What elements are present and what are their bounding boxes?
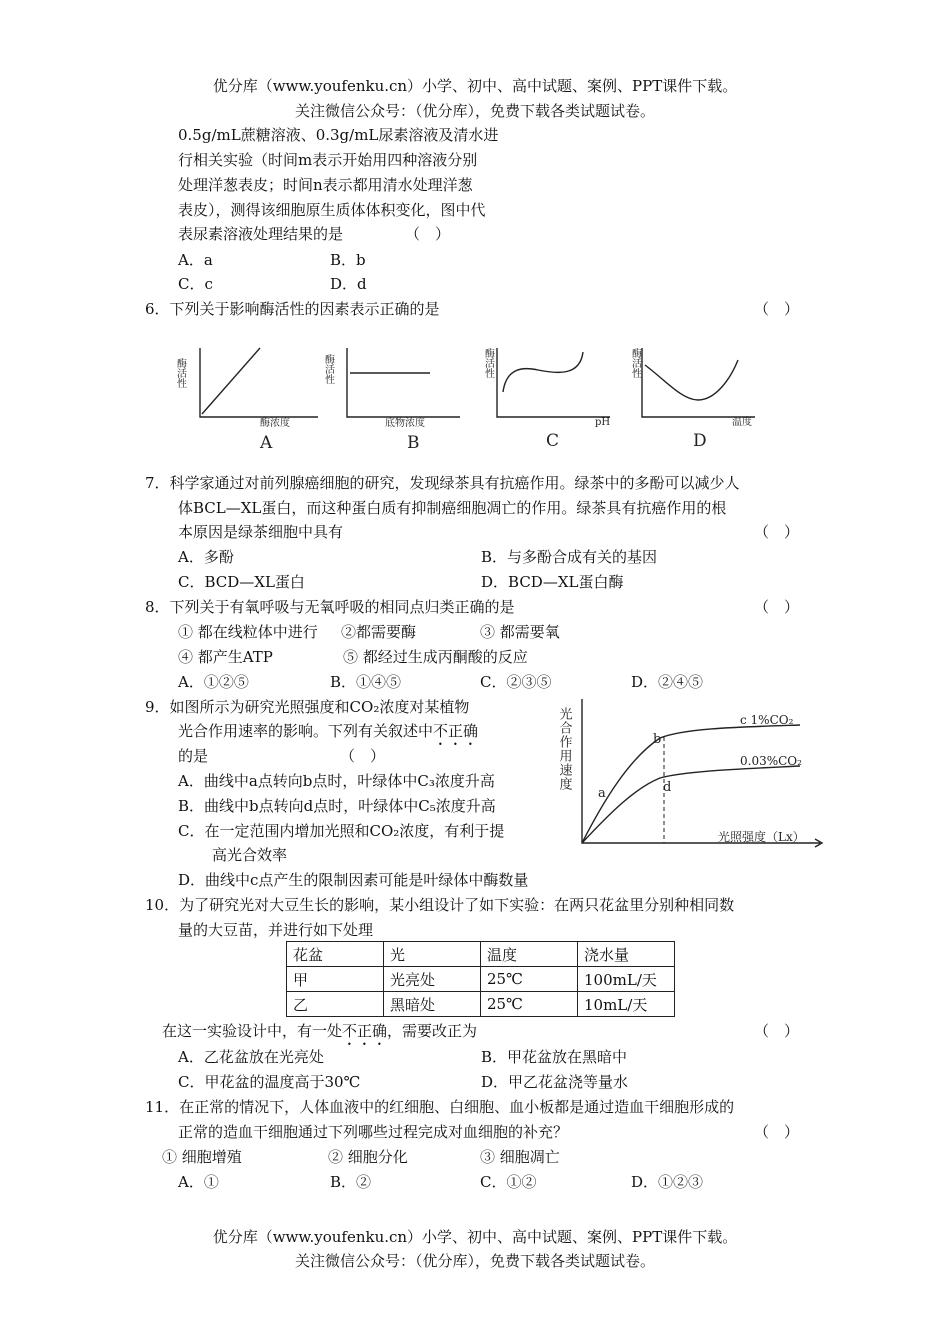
q10-option-d: D．甲乙花盆浇等量水 (481, 1073, 629, 1091)
graph-c-ylabel: 酶活性 (482, 348, 494, 378)
table-cell: 乙 (287, 992, 384, 1017)
graph-d-letter: D (693, 431, 707, 451)
q9-curve-high (582, 725, 800, 843)
q9-line-2: 光合作用速率的影响。下列有关叙述中不正确 (178, 722, 479, 740)
q9-graph-xlabel: 光照强度（Lx） (718, 830, 805, 844)
q9-point-d: d (663, 780, 672, 795)
q9-answer-paren: （ ） (340, 747, 386, 765)
table-cell: 10mL/天 (578, 992, 675, 1017)
q9-line-1: 9．如图所示为研究光照强度和CO₂浓度对某植物 (145, 698, 470, 716)
q8-option-b: B．①④⑤ (330, 673, 402, 691)
q8-item-5: ⑤ 都经过生成丙酮酸的反应 (343, 648, 528, 666)
q6-answer-paren: （ ） (754, 300, 800, 318)
q7-option-c: C．BCD—XL蛋白 (178, 573, 305, 591)
header-line-1: 优分库（www.youfenku.cn）小学、初中、高中试题、案例、PPT课件下载。 (212, 77, 738, 95)
q11-line-1: 11．在正常的情况下，人体血液中的红细胞、白细胞、血小板都是通过造血干细胞形成的 (145, 1098, 735, 1116)
footer-line-2: 关注微信公众号：（优分库），免费下载各类试题试卷。 (294, 1252, 655, 1270)
q9-option-c-cont: 高光合效率 (212, 846, 288, 864)
q5-answer-paren: （ ） (405, 225, 451, 243)
q8-item-1: ① 都在线粒体中进行 (178, 623, 318, 641)
q6-stem: 6．下列关于影响酶活性的因素表示正确的是 (145, 300, 440, 318)
table-header-row (287, 942, 675, 967)
q11-option-d: D．①②③ (631, 1173, 704, 1191)
graph-a-axes (200, 348, 318, 417)
graph-b-axes (347, 348, 460, 417)
q7-line-2: 体BCL—XL蛋白，而这种蛋白质有抑制癌细胞凋亡的作用。绿茶具有抗癌作用的根 (178, 499, 727, 517)
q11-option-b: B．② (330, 1173, 372, 1191)
graph-b-ylabel: 酶活性 (322, 354, 334, 384)
table-header-cell: 浇水量 (578, 942, 675, 967)
q9-negation: 不正确 (433, 722, 479, 740)
q8-item-3: ③ 都需要氧 (480, 623, 560, 641)
graph-d-curve (645, 360, 738, 400)
table-cell: 25℃ (481, 992, 578, 1017)
graph-c-letter: C (546, 431, 560, 451)
q5-line-4: 表皮），测得该细胞原生质体体积变化，图中代 (178, 201, 486, 219)
q5-option-a: A．a (178, 251, 213, 269)
q10-option-b: B．甲花盆放在黑暗中 (481, 1048, 628, 1066)
q5-line-3: 处理洋葱表皮；时间n表示都用清水处理洋葱 (178, 176, 473, 194)
graph-d-xlabel: 温度 (732, 417, 752, 428)
q9-line-3: 的是 (178, 747, 209, 765)
q5-option-c: C．c (178, 275, 213, 293)
table-cell: 100mL/天 (578, 967, 675, 992)
header-line-2: 关注微信公众号：（优分库），免费下载各类试题试卷。 (294, 102, 655, 120)
table-cell: 甲 (287, 967, 384, 992)
q9-point-b: b (653, 732, 662, 747)
table-header-cell: 光 (384, 942, 481, 967)
q5-option-d: D．d (330, 275, 367, 293)
q11-option-a: A．① (178, 1173, 219, 1191)
q11-answer-paren: （ ） (754, 1123, 800, 1141)
q5-line-2: 行相关实验（时间m表示开始用四种溶液分别 (178, 151, 478, 169)
q9-option-c: C．在一定范围内增加光照和CO₂浓度，有利于提 (178, 822, 505, 840)
q10-negation: 不正确 (342, 1022, 388, 1040)
q10-table (286, 941, 675, 1017)
q6-graphs (170, 330, 790, 455)
graph-a-curve (202, 348, 260, 414)
q9-series-2: 0.03%CO₂ (740, 754, 802, 768)
q5-line-1: 0.5g/mL蔗糖溶液、0.3g/mL尿素溶液及清水进 (178, 126, 499, 144)
table-header-cell: 温度 (481, 942, 578, 967)
q8-option-a: A．①②⑤ (178, 673, 249, 691)
q10-after-table: 在这一实验设计中，有一处不正确，需要改正为 (162, 1022, 478, 1040)
graph-d-axes (642, 348, 755, 417)
q7-answer-paren: （ ） (754, 523, 800, 541)
q11-item-2: ② 细胞分化 (328, 1148, 408, 1166)
table-row (287, 967, 675, 992)
q7-option-d: D．BCD—XL蛋白酶 (481, 573, 624, 591)
table-cell: 黑暗处 (384, 992, 481, 1017)
q7-option-a: A．多酚 (178, 548, 234, 566)
q9-option-b: B．曲线中b点转向d点时，叶绿体中C₅浓度升高 (178, 797, 496, 815)
q5-option-b: B．b (330, 251, 366, 269)
q5-line-5: 表尿素溶液处理结果的是 (178, 225, 344, 243)
graph-a-ylabel: 酶活性 (174, 358, 186, 388)
graph-c-xlabel: pH (595, 417, 611, 428)
q8-item-2: ②都需要酶 (341, 623, 417, 641)
q9-series-1: c 1%CO₂ (740, 713, 794, 727)
q9-option-d: D．曲线中c点产生的限制因素可能是叶绿体中酶数量 (178, 871, 529, 889)
q10-answer-paren: （ ） (754, 1022, 800, 1040)
q11-item-1: ① 细胞增殖 (162, 1148, 242, 1166)
q8-answer-paren: （ ） (754, 598, 800, 616)
graph-a-letter: A (260, 433, 273, 453)
q8-item-4: ④ 都产生ATP (178, 648, 273, 666)
q9-graph-ylabel: 光合作用速度 (556, 707, 572, 791)
q11-option-c: C．①② (480, 1173, 537, 1191)
graph-a-xlabel: 酶浓度 (260, 418, 290, 429)
q8-option-d: D．②④⑤ (631, 673, 704, 691)
q10-option-c: C．甲花盆的温度高于30℃ (178, 1073, 361, 1091)
table-header-cell: 花盆 (287, 942, 384, 967)
graph-b-letter: B (407, 433, 420, 453)
q11-line-2: 正常的造血干细胞通过下列哪些过程完成对血细胞的补充？ (178, 1123, 569, 1141)
graph-c-axes (497, 348, 610, 417)
q10-line-1: 10．为了研究光对大豆生长的影响，某小组设计了如下实验：在两只花盆里分别种相同数 (145, 896, 735, 914)
graph-d-ylabel: 酶活性 (629, 348, 641, 378)
graph-b-xlabel: 底物浓度 (385, 418, 425, 429)
q7-option-b: B．与多酚合成有关的基因 (481, 548, 658, 566)
q9-graph (556, 693, 830, 858)
q8-stem: 8．下列关于有氧呼吸与无氧呼吸的相同点归类正确的是 (145, 598, 515, 616)
q10-line-2: 量的大豆苗，并进行如下处理 (178, 921, 374, 939)
q10-option-a: A．乙花盆放在光亮处 (178, 1048, 324, 1066)
footer-line-1: 优分库（www.youfenku.cn）小学、初中、高中试题、案例、PPT课件下载。 (212, 1228, 738, 1246)
q11-item-3: ③ 细胞凋亡 (480, 1148, 560, 1166)
q9-point-a: a (598, 786, 606, 801)
q7-line-1: 7．科学家通过对前列腺癌细胞的研究，发现绿茶具有抗癌作用。绿茶中的多酚可以减少人 (145, 474, 740, 492)
table-row (287, 992, 675, 1017)
q9-option-a: A．曲线中a点转向b点时，叶绿体中C₃浓度升高 (178, 772, 495, 790)
graph-c-curve (503, 352, 583, 392)
q7-line-3: 本原因是绿茶细胞中具有 (178, 523, 344, 541)
table-cell: 光亮处 (384, 967, 481, 992)
q8-option-c: C．②③⑤ (480, 673, 552, 691)
table-cell: 25℃ (481, 967, 578, 992)
